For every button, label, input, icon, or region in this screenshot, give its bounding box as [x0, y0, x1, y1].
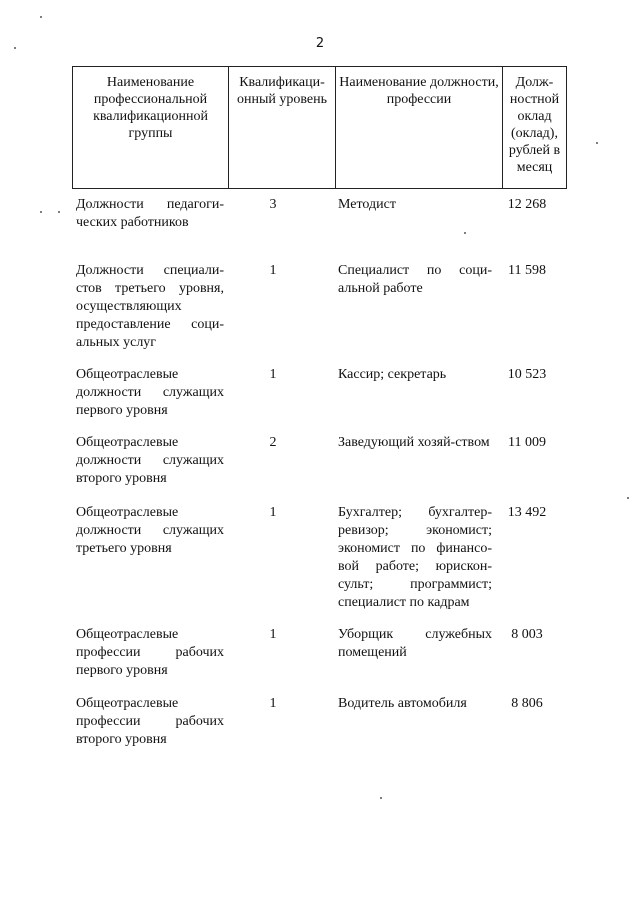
scan-speck — [596, 142, 598, 144]
cell-group: Должности специали-стов третьего уровня, осуществляющих предоставление соци-альных услуг — [76, 263, 224, 350]
header-level: Квалификаци-онный уровень — [229, 67, 336, 189]
cell-salary: 13 492 — [507, 505, 547, 520]
cell-salary: 11 598 — [508, 263, 546, 278]
scan-speck — [58, 211, 60, 213]
cell-group: Общеотраслевые должности служащих первого уровня — [76, 367, 224, 418]
cell-position: Бухгалтер; бухгалтер-ревизор; экономист; экономист по финансо-вой работе; юрискон-сульт; программист; специалист по кадрам — [338, 505, 492, 610]
cell-level: 1 — [269, 505, 277, 520]
cell-level: 1 — [269, 627, 277, 642]
cell-level: 1 — [269, 696, 277, 711]
cell-salary: 10 523 — [507, 367, 547, 382]
cell-level: 3 — [269, 197, 277, 212]
cell-group: Должности педагоги-ческих работников — [76, 197, 224, 230]
cell-salary: 8 806 — [511, 696, 543, 711]
cell-position: Водитель автомобиля — [338, 696, 467, 711]
header-group: Наименование профессиональной квалификационной группы — [73, 67, 229, 189]
scan-speck — [40, 16, 42, 18]
cell-level: 1 — [269, 263, 277, 278]
cell-position: Уборщик служебных помещений — [338, 627, 492, 660]
cell-position: Заведующий хозяй-ством — [338, 435, 490, 450]
header-position: Наименование должности, профессии — [336, 67, 503, 189]
cell-position: Специалист по соци-альной работе — [338, 263, 492, 296]
scan-speck — [14, 47, 16, 49]
cell-group: Общеотраслевые должности служащих третьего уровня — [76, 505, 224, 556]
cell-group: Общеотраслевые профессии рабочих первого уровня — [76, 627, 224, 678]
cell-salary: 11 009 — [508, 435, 546, 450]
cell-position: Методист — [338, 197, 396, 212]
scan-speck — [464, 232, 466, 234]
salary-table-header — [72, 66, 567, 189]
cell-group: Общеотраслевые должности служащих второго уровня — [76, 435, 224, 486]
cell-salary: 12 268 — [507, 197, 547, 212]
table-header-row — [73, 67, 567, 189]
scan-speck — [627, 497, 629, 499]
cell-level: 1 — [269, 367, 277, 382]
scan-speck — [40, 211, 42, 213]
cell-salary: 8 003 — [511, 627, 543, 642]
scan-speck — [380, 797, 382, 799]
cell-level: 2 — [269, 435, 277, 450]
cell-position: Кассир; секретарь — [338, 367, 447, 382]
cell-group: Общеотраслевые профессии рабочих второго уровня — [76, 696, 224, 747]
header-salary: Долж-ностной оклад (оклад), рублей в месяц — [503, 67, 567, 189]
page-number: 2 — [315, 36, 325, 51]
